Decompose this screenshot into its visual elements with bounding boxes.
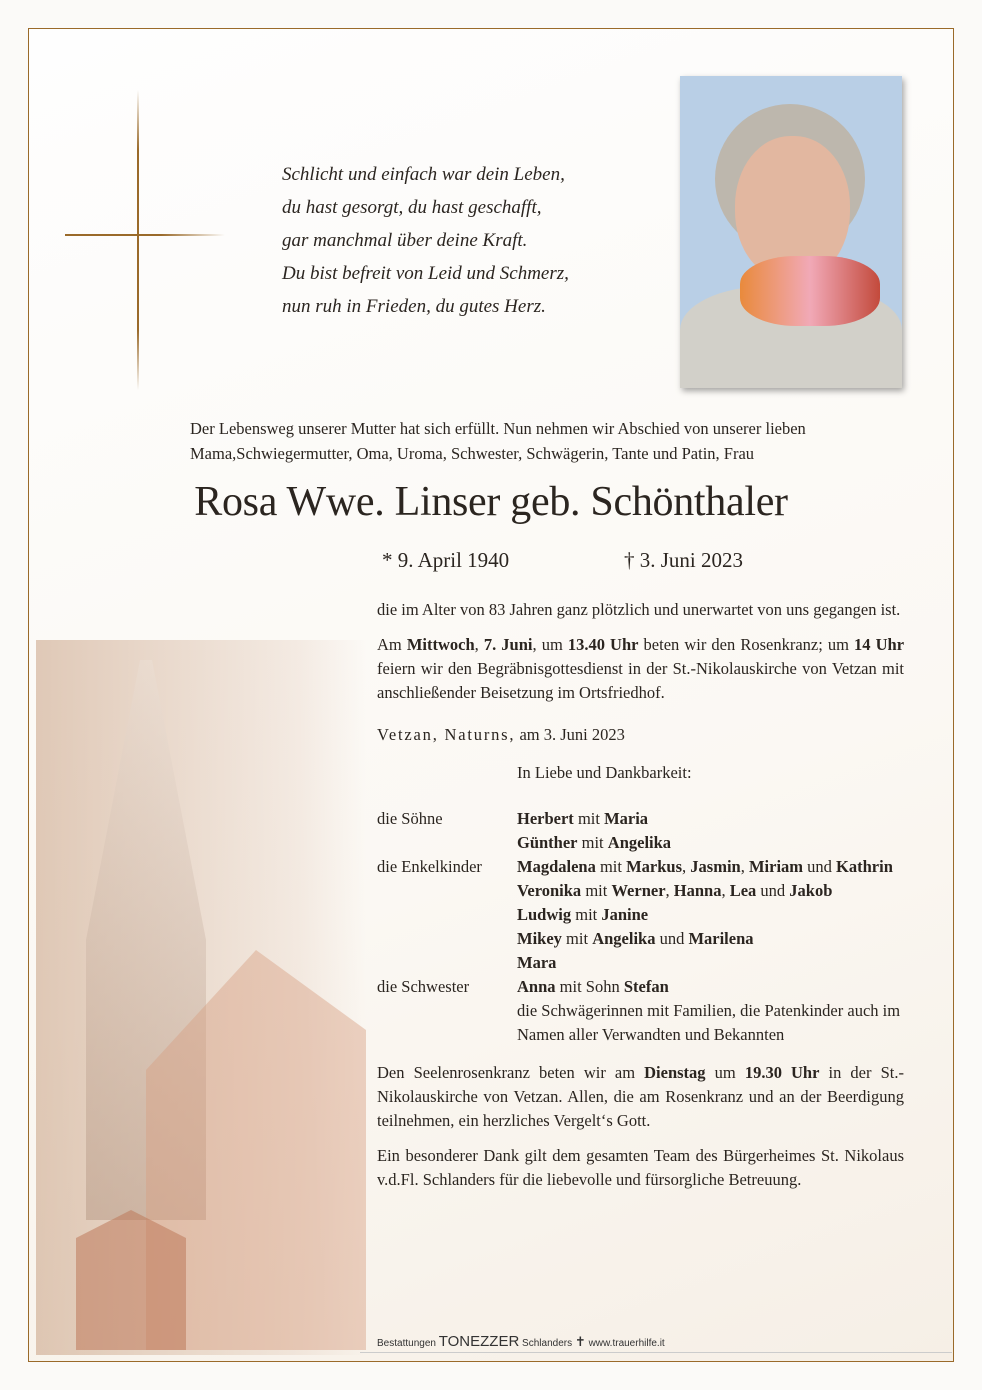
tonezzer-logo-icon: ✝ bbox=[574, 1334, 586, 1349]
family-line: Magdalena mit Markus, Jasmin, Miriam und Kathrin bbox=[517, 857, 893, 876]
intro-text bbox=[190, 416, 906, 466]
family-role: die Schwester bbox=[377, 977, 470, 996]
family-role: die Enkelkinder bbox=[377, 857, 482, 876]
family-members bbox=[517, 855, 904, 975]
poem-line: nun ruh in Frieden, du gutes Herz. bbox=[282, 296, 546, 317]
cross-icon bbox=[137, 90, 139, 390]
family-line: die Schwägerinnen mit Familien, die Patenkinder auch im Namen aller Verwandten und Bekannten bbox=[517, 1001, 901, 1044]
age-text: die im Alter von 83 Jahren ganz plötzlich und unerwartet von uns gegangen ist. bbox=[377, 600, 901, 619]
poem-line: Schlicht und einfach war dein Leben, bbox=[282, 164, 565, 185]
main-text bbox=[377, 598, 904, 1203]
family-line: Mara bbox=[517, 953, 557, 972]
intro-line: Der Lebensweg unserer Mutter hat sich erfüllt. Nun nehmen wir Abschied von unserer lieben bbox=[190, 419, 806, 438]
special-thanks: Ein besonderer Dank gilt dem gesamten Team des Bürgerheimes St. Nikolaus v.d.Fl. Schlanders für die liebevolle und fürsorgliche Betreuung. bbox=[377, 1146, 904, 1189]
footer: Bestattungen TONEZZER Schlanders ✝ www.trauerhilfe.it bbox=[377, 1333, 665, 1350]
church-illustration bbox=[36, 640, 366, 1355]
family-line: Mikey mit Angelika und Marilena bbox=[517, 929, 754, 948]
rosary-info: Den Seelenrosenkranz beten wir am Dienstag um 19.30 Uhr in der St.-Nikolauskirche von Vetzan. Allen, die am Rosenkranz und an der Beerdigung teilnehmen, ein herzliches Vergelt‘s Gott. bbox=[377, 1063, 904, 1130]
footer-divider bbox=[360, 1352, 952, 1353]
family-line: Anna mit Sohn Stefan bbox=[517, 977, 669, 996]
poem-line: du hast gesorgt, du hast geschafft, bbox=[282, 197, 542, 218]
funeral-info: Am Mittwoch, 7. Juni, um 13.40 Uhr beten wir den Rosenkranz; um 14 Uhr feiern wir den Begräbnisgottesdienst in der St.-Nikolauskirche von Vetzan mit anschließender Beisetzung im Ortsfriedhof. bbox=[377, 635, 905, 702]
poem-line: gar manchmal über deine Kraft. bbox=[282, 230, 528, 251]
deceased-name: Rosa Wwe. Linser geb. Schönthaler bbox=[194, 479, 788, 525]
intro-line: Mama,Schwiegermutter, Oma, Uroma, Schwester, Schwägerin, Tante und Patin, Frau bbox=[190, 444, 755, 463]
portrait-photo bbox=[680, 76, 902, 388]
family-members bbox=[517, 975, 904, 1047]
family-list bbox=[377, 807, 904, 1047]
family-line: Veronika mit Werner, Hanna, Lea und Jakob bbox=[517, 881, 833, 900]
family-line: Ludwig mit Janine bbox=[517, 905, 649, 924]
thanks-heading: In Liebe und Dankbarkeit: bbox=[517, 763, 692, 782]
family-role: die Söhne bbox=[377, 809, 443, 828]
poem-line: Du bist befreit von Leid und Schmerz, bbox=[282, 263, 569, 284]
family-members bbox=[517, 807, 904, 855]
family-line: Herbert mit Maria bbox=[517, 809, 649, 828]
death-date: † 3. Juni 2023 bbox=[624, 548, 744, 572]
cross-icon-bar bbox=[65, 234, 225, 236]
birth-date: * 9. April 1940 bbox=[382, 548, 510, 572]
website-link[interactable]: www.trauerhilfe.it bbox=[588, 1338, 665, 1349]
family-line: Günther mit Angelika bbox=[517, 833, 672, 852]
place-date: Vetzan, Naturns, am 3. Juni 2023 bbox=[377, 725, 625, 744]
poem bbox=[282, 158, 569, 323]
